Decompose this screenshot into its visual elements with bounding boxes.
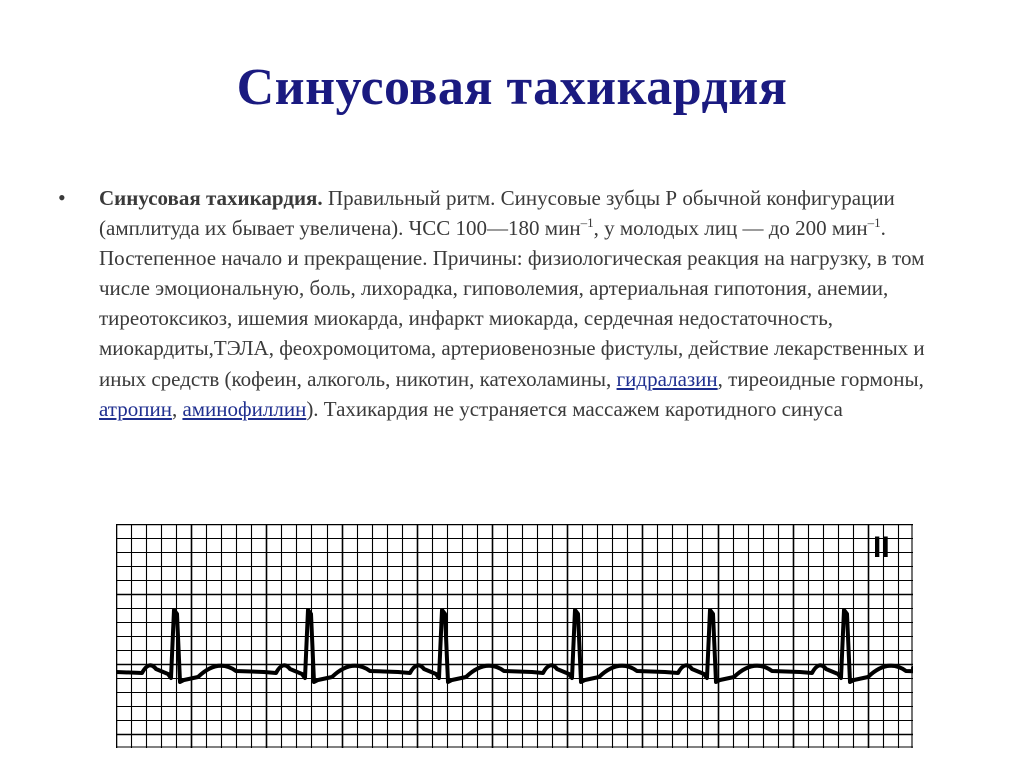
bullet-text bbox=[99, 183, 959, 424]
link-gidralazin[interactable]: гидралазин bbox=[616, 366, 718, 391]
ecg-grid-lines bbox=[116, 524, 913, 748]
bullet-marker: • bbox=[58, 185, 66, 210]
text-part-1: Правильный ритм. Синусовые зубцы Р обычной конфигурации (амплитуда их бывает увеличена). ЧСС 100—180 мин bbox=[99, 186, 895, 241]
text-part-3: . Постепенное начало и прекращение. Причины: физиологическая реакция на нагрузку, в том числе эмоциональную, боль, лихорадка, гиповолемия, артериальная гипотония, анемии, тиреотоксикоз, ишемия миокарда, инфаркт миокарда, сердечная недостаточность, миокардиты,ТЭЛА, феохромоцитома, артериовенозные фистулы, действие лекарственных и иных средств (кофеин, алкоголь, никотин, катехоламины, bbox=[99, 216, 925, 391]
ecg-strip bbox=[116, 524, 913, 748]
link-aminofillin[interactable]: аминофиллин bbox=[182, 396, 307, 421]
slide-title: Синусовая тахикардия bbox=[236, 59, 788, 116]
bullet-lead-term: Синусовая тахикардия. bbox=[99, 186, 323, 210]
ecg-grid bbox=[116, 524, 913, 748]
superscript-1: –1 bbox=[580, 215, 594, 231]
text-part-4: , тиреоидные гормоны, bbox=[717, 366, 924, 391]
link-atropin[interactable]: атропин bbox=[99, 396, 172, 421]
superscript-2: –1 bbox=[867, 215, 881, 231]
text-part-6: ). Тахикардия не устраняется массажем каротидного синуса bbox=[306, 396, 843, 421]
text-part-5: , bbox=[171, 396, 183, 421]
text-part-2: , у молодых лиц — до 200 мин bbox=[593, 216, 868, 241]
lead-label: II bbox=[873, 531, 890, 564]
